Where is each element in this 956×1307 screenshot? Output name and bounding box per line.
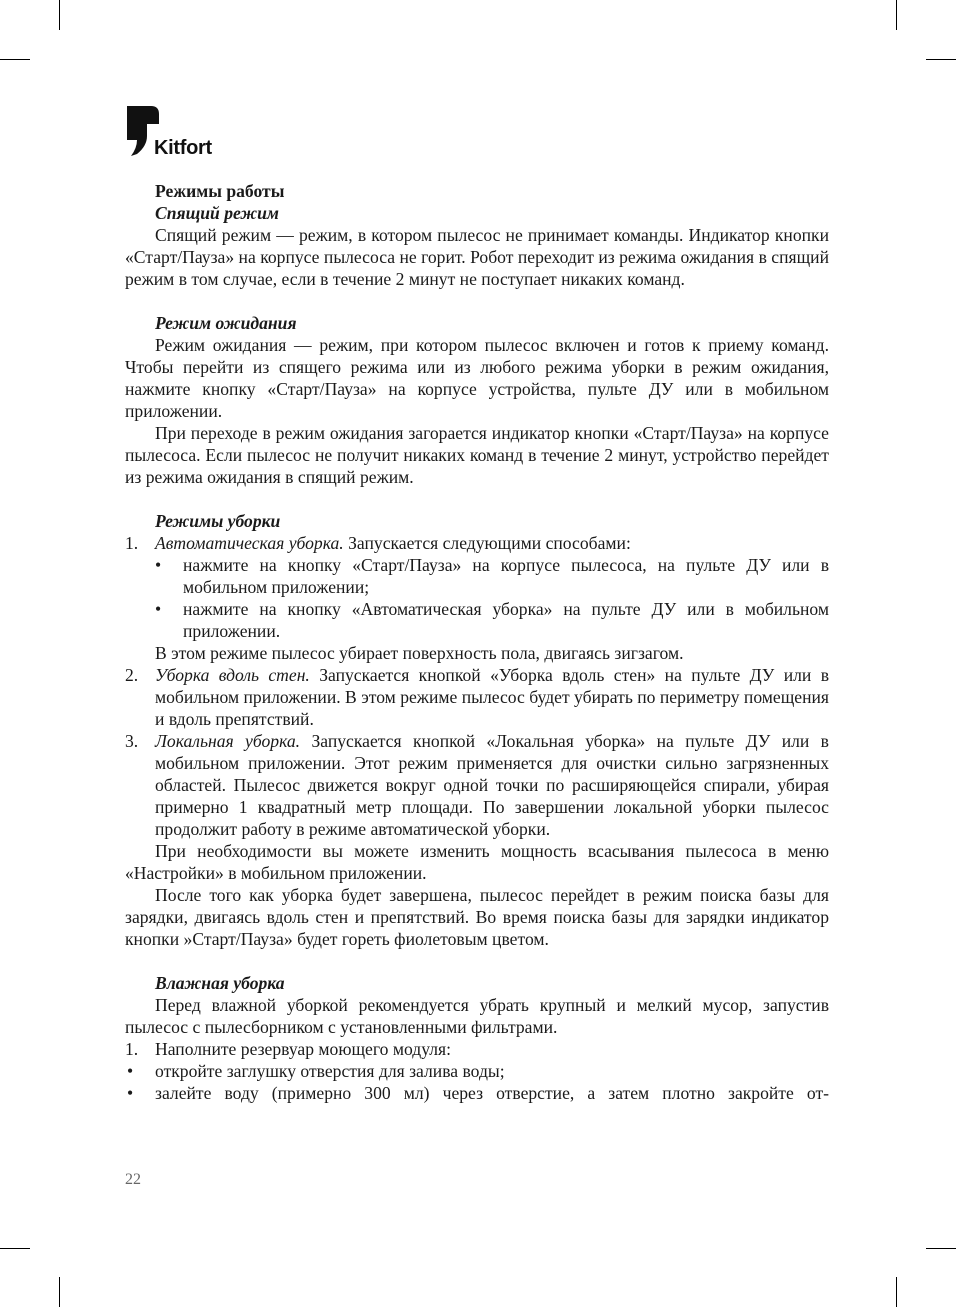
cleaning-text-1: При необходимости вы можете изменить мощность всасывания пылесоса в меню «Настройки» в мобильном приложении. — [125, 841, 829, 883]
cleaning-item-1-bullet-2 — [125, 598, 829, 642]
crop-mark-bottom-left-v — [59, 1277, 60, 1307]
standby-text-1: Режим ожидания — режим, при котором пылесос включен и готов к приему команд. Чтобы перейти из спящего режима или из любого режима уборки в режим ожидания, нажмите кнопку «Старт/Пауза» на корпусе устройства, пульте ДУ или в мобильном приложении. — [125, 335, 829, 421]
bullet-marker: • — [155, 555, 162, 575]
crop-mark-top-left-h — [0, 59, 30, 60]
cleaning-item-1-bullet-1 — [125, 554, 829, 598]
list-number: 1. — [125, 533, 139, 553]
step-text: Наполните резервуар моющего модуля: — [155, 1039, 451, 1059]
bullet-marker: • — [155, 599, 162, 619]
crop-mark-top-left-v — [59, 0, 60, 30]
brand-name: Kitfort — [154, 137, 212, 159]
item-text: Запускается следующими способами: — [343, 533, 631, 553]
cleaning-heading: Режимы уборки — [155, 511, 281, 531]
list-number: 2. — [125, 665, 139, 685]
cleaning-item-3 — [125, 730, 829, 840]
item-text: Запускается кнопкой «Локальная уборка» на пульте ДУ или в мобильном приложении. Этот режим применяется для очистки сильно загрязненных областей. Пылесос движется вокруг одной точки по расширяющейся спирали, убирая примерно 1 квадратный метр площади. По завершении локальной уборки пылесос продолжит работу в режиме автоматической уборки. — [155, 731, 829, 839]
wet-step-1 — [125, 1038, 829, 1060]
standby-text-2: При переходе в режим ожидания загорается индикатор кнопки «Старт/Пауза» на корпусе пылесоса. Если пылесос не получит никаких команд в течение 2 минут, устройство перейдет из режима ожидания в спящий режим. — [125, 423, 829, 487]
list-number: 1. — [125, 1039, 139, 1059]
item-title: Уборка вдоль стен. — [155, 665, 310, 685]
list-number: 3. — [125, 731, 139, 751]
section-title: Режимы работы — [155, 181, 285, 201]
cleaning-item-1 — [125, 532, 829, 554]
item-text: Запускается кнопкой «Уборка вдоль стен» на пульте ДУ или в мобильном приложении. В этом режиме пылесос будет убирать по периметру помещения и вдоль препятствий. — [155, 665, 830, 729]
cleaning-item-1-after: В этом режиме пылесос убирает поверхность пола, двигаясь зигзагом. — [155, 643, 684, 663]
bullet-text: залейте воду (примерно 300 мл) через отверстие, а затем плотно закройте от- — [155, 1083, 829, 1103]
crop-mark-bottom-left-h — [0, 1248, 30, 1249]
crop-mark-bottom-right-v — [896, 1277, 897, 1307]
crop-mark-top-right-v — [896, 0, 897, 30]
crop-mark-top-right-h — [926, 59, 956, 60]
crop-mark-bottom-right-h — [926, 1248, 956, 1249]
wet-heading: Влажная уборка — [155, 973, 285, 993]
sleep-text: Спящий режим — режим, в котором пылесос не принимает команды. Индикатор кнопки «Старт/Пауза» на корпусе пылесоса не горит. Робот переходит из режима ожидания в спящий режим в том случае, если в течение 2 минут не поступает никаких команд. — [125, 225, 829, 289]
sleep-heading: Спящий режим — [155, 203, 279, 223]
bullet-text: нажмите на кнопку «Старт/Пауза» на корпусе пылесоса, на пульте ДУ или в мобильном приложении; — [183, 555, 829, 597]
bullet-marker: • — [127, 1083, 134, 1103]
bullet-marker: • — [127, 1061, 134, 1081]
item-title: Автоматическая уборка. — [155, 533, 344, 553]
bullet-text: нажмите на кнопку «Автоматическая уборка» на пульте ДУ или в мобильном приложении. — [183, 599, 829, 641]
page-content — [125, 180, 829, 1104]
brand-logo — [127, 106, 237, 158]
page-number: 22 — [125, 1171, 141, 1188]
item-title: Локальная уборка. — [155, 731, 301, 751]
bullet-text: откройте заглушку отверстия для залива воды; — [155, 1061, 505, 1081]
cleaning-item-2 — [125, 664, 829, 730]
wet-bullet-2 — [125, 1082, 829, 1104]
cleaning-text-2: После того как уборка будет завершена, пылесос перейдет в режим поиска базы для зарядки, двигаясь вдоль стен и препятствий. Во время поиска базы для зарядки индикатор кнопки »Старт/Пауза» будет гореть фиолетовым цветом. — [125, 885, 829, 949]
wet-bullet-1 — [125, 1060, 829, 1082]
standby-heading: Режим ожидания — [155, 313, 297, 333]
wet-text: Перед влажной уборкой рекомендуется убрать крупный и мелкий мусор, запустив пылесос с пылесборником с установленными фильтрами. — [125, 995, 829, 1037]
